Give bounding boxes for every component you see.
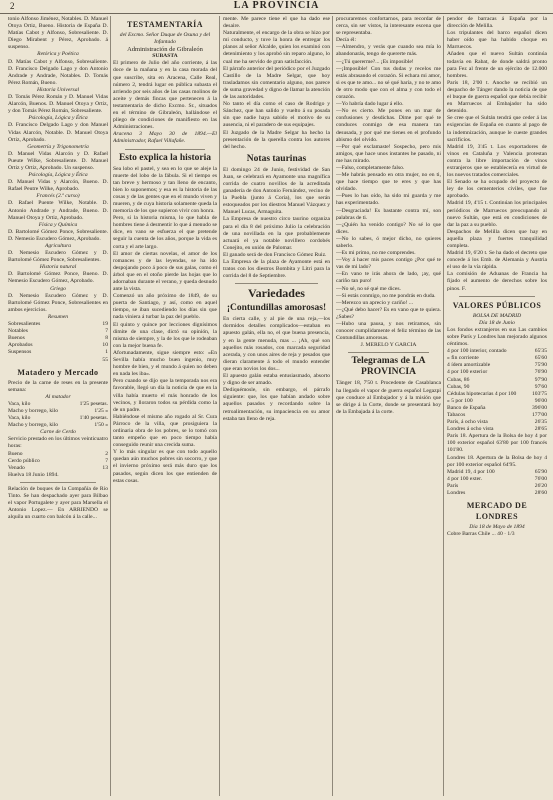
dialogue-line: —Si estás conmigo, no me pondrás en duda.: [336, 292, 436, 299]
exam-results-text: D. Bartolomé Gómez Ponce, Sobresaliente. D. Nemesio Escudero Gómez, Aprobado.: [8, 228, 108, 242]
column-rule: [110, 16, 111, 796]
exam-results-text: D. Francisco Delgado Lago y don Manuel Vidas Alarcón, Notable. D. Manuel Otoya Ortiz, Aprobado.: [8, 122, 108, 143]
dialogue-line: —No es cierto. Me pones en un mar de confusiones y desdichas. Dime por qué te conduces conmigo de esa manera tan desusada, y por qué me tienes en el profundo abismo del olvido.: [336, 108, 441, 143]
dialogue-line: —¿Qué debo hacer? Es en vano que te quiera. ¿Sabes?: [336, 306, 441, 320]
administration-line: Administración de Gibraleón: [127, 46, 203, 54]
exam-results-text: D. Rafael Puente Wilke, Notable. D. Antonio Andrade y Andrade, Bueno. D. Manuel Otoya y Ortiz, Aprobado.: [8, 200, 108, 221]
resumen-row: [8, 335, 108, 342]
cerdo-row: [8, 451, 108, 458]
article-heading: ¡Contundillas amorosas!: [226, 303, 327, 314]
column-rule: [332, 16, 333, 796]
article-text: El apuesto galán estaba entusiasmado, absorto y digno de ser amado.: [223, 373, 330, 387]
dialogue-line: —No sé, no sé qué me dices.: [336, 285, 401, 292]
resumen-row: [8, 349, 108, 356]
subject-heading: Física y Química: [38, 221, 78, 228]
article-text: El ganado será de don Francisco Gómez Ruiz.: [223, 251, 327, 258]
resumen-value: 1: [105, 349, 108, 356]
quote-value: 97'60: [534, 383, 547, 390]
quote-value: 65'35: [534, 348, 547, 355]
price-value: 1'25 »: [94, 407, 108, 414]
dialogue-line: —Merezco un aprecio y cariño! ...: [336, 299, 414, 306]
article-heading: Esto explica la historia: [118, 152, 212, 163]
cerdo-row: [8, 465, 108, 472]
signature: Aracena 3 Mayo 30 de 1894.—El Administrador, Rafael Villafañe.: [113, 131, 217, 145]
article-text: No tanto el día como el caso de Rodrigo y Sánchez, que han salido y vuelto á su posada sin que nadie haya sabido el motivo de su ausencia, ni el paradero de sus equipajes.: [223, 101, 330, 129]
quote-value: 65'60: [534, 355, 547, 362]
resumen-value: 8: [105, 335, 108, 342]
page-number: 2: [10, 1, 15, 11]
article-text: Decía él:: [336, 37, 357, 44]
subheading: BOLSA DE MADRID: [472, 312, 522, 319]
resumen-heading: Resumen: [47, 313, 69, 320]
newspaper-title: LA PROVINCIA: [233, 0, 320, 11]
column-2: [113, 16, 217, 798]
article-text: Pero cuando se dijo que la temporada nos era favorable, llegó un día la noticia de que en la villa había muerto el más honrado de los vecinos, y lloraron todos su pérdida como la de un padre.: [113, 378, 217, 413]
quote-row: [447, 469, 547, 476]
dialogue-line: —¿Quién ha venido contigo? No sé lo que dices.: [336, 221, 441, 235]
article-text: El domingo 24 de Junio, festividad de San Juan, se celebrará en Ayamonte una magnífica corrida de cuatro novillos de la acreditada ganadería de don Antonio Fernández, vecino de la Puebla (junto á Coria), los que serán estoqueados por los diestros Manuel Vázquez y Manuel Lucas, Armaguita.: [223, 166, 330, 216]
quote-label: Tabacos: [447, 411, 466, 418]
quote-row: [447, 384, 547, 391]
quote-value: 26'35: [534, 419, 547, 426]
cerdo-label: Cerdo público: [8, 457, 40, 464]
article-text: El párrafo anterior del periódico por el Juzgado Castillo de la Madre Selgar, que hoy trasladamos sin comentario alguno, nos parece de suma gravedad y digno de llamar la atención de las autoridades.: [223, 65, 330, 101]
masthead: [0, 0, 553, 14]
quote-value: 75'90: [534, 362, 547, 369]
cerdo-label: Venado: [8, 464, 25, 471]
cerdo-row: [8, 458, 108, 465]
article-text: Madrid 19, 4'15 t. Continúan los principales periódicos de Marruecos preocupando al nuevo Sultán, que está en condiciones de dar la paz a su pueblo.: [447, 200, 547, 228]
exam-results-text: D. Tomás Pérez Román y D. Manuel Vidas Alarcón, Buenos. D. Manuel Otoya y Ortiz, y don Tomás Pérez Román, Sobresaliente.: [8, 94, 108, 115]
quote-label: París, á ocho vista: [447, 419, 488, 426]
quote-row: [447, 412, 547, 419]
quote-row: [447, 419, 547, 426]
dialogue-line: —Pues lo has oído, ha sido mi guarda y me has experimentado.: [336, 193, 441, 207]
dialogue-line: —Falso, completamente falso.: [336, 164, 405, 171]
divider: [125, 149, 205, 150]
quote-label: 4 por 100 interior, contado: [447, 348, 507, 355]
notice-subtitle: del Excmo. Señor Duque de Osuna y del Infantado: [119, 32, 211, 46]
column-1: [8, 16, 108, 798]
price-value: 1'50 »: [94, 422, 108, 429]
column-3: [223, 16, 330, 798]
subject-heading: Agricultura: [44, 243, 72, 249]
article-text: procuraremos confortarnos, para recordar de cerca, sin ser vistos, la interesante escena que se representaba.: [336, 16, 441, 37]
cerdo-value: 13: [102, 464, 108, 471]
article-text: Los fondos extranjeros en sus Las cambios sobre París y Londres han mejorado algunos céntimos.: [447, 326, 547, 348]
quote-value: 177'00: [532, 411, 547, 418]
quote-row: [447, 398, 547, 405]
subject-heading: Griego: [50, 285, 66, 292]
dialogue-line: —Almendro, y verás que cuando sea mía lo abandonarás, tengo de quererte más.: [336, 44, 441, 58]
quote-label: Madrid 19, 4 por 100: [447, 468, 495, 475]
quote-row: [447, 377, 547, 384]
resumen-value: 19: [102, 321, 108, 328]
section-heading: MERCADO DE LONDRES: [466, 501, 528, 522]
quote-label: París: [447, 482, 459, 489]
column-5: [447, 16, 547, 798]
divider: [348, 352, 429, 353]
column-rule: [219, 16, 220, 796]
article-text: El Juzgado de la Madre Selgar ha hecho la presentación de la querella contra los autores del hecho.: [223, 129, 330, 150]
quote-label: Cubas, 90: [447, 383, 470, 390]
quote-label: Londres á ocho vista: [447, 426, 494, 433]
quote-value: 28'65: [534, 426, 547, 433]
price-label: Macho y borrego, kilo: [8, 422, 59, 429]
article-text: pendor de barracas á España por la dirección de Melilla.: [447, 16, 547, 30]
resumen-list: [8, 321, 108, 364]
subheading: Día 18 de Junio: [479, 319, 515, 326]
dialogue-line: —No lo sabes, ó mejor dicho, no quieres saberlo.: [336, 235, 441, 249]
quote-value: 96'00: [534, 397, 547, 404]
quote-row: [447, 362, 547, 369]
subject-heading: Geometría y Trigonometría: [27, 143, 89, 150]
quote-label: Londres: [447, 490, 466, 496]
quote-value: 103'75: [532, 390, 547, 397]
price-label: Vaca, kilo: [8, 400, 31, 407]
price-label: Macho y borrego, kilo: [8, 407, 59, 414]
article-text: Londres 18. Apertura de la Bolsa de hoy 4 por 100 exterior español 64'95.: [447, 454, 547, 468]
column-rule: [443, 16, 444, 796]
exam-results-text: tonio Alfonso Jiménez, Notables. D. Manuel Otoya Ortiz, Bueno. Historia de España D. Matías Cabot y Alfonso, Sobresaliente. D. Diego Mirabent y Pérez, Aprobado. á suspenso.: [8, 16, 108, 51]
article-text: Madrid 19, 3'45 t. Los exportadores de vinos en Cataluña y Valencia protestan contra la libre importación de vinos extranjeros que se establecería en virtud de los nuevos tratados comerciales.: [447, 143, 547, 179]
notice-title: TESTAMENTARÍA: [127, 20, 203, 29]
article-text: Los tripulantes del barco español dicen haber oído que ha habido choque en Marruecos.: [447, 30, 547, 51]
quote-value: 396'00: [532, 404, 547, 411]
quote-label: 4 por 100 exter.: [447, 475, 483, 482]
article-text: Añaden que el nuevo Sultán continúa todavía en Rabat, de donde saldrá pronto para Fez al frente de un ejército de 12.000 hombres.: [447, 51, 547, 79]
section-heading: Variedades: [248, 286, 305, 301]
divider: [459, 296, 535, 297]
resumen-label: Suspensos: [8, 349, 32, 356]
dialogue-line: —¡Imposible! Con tus dudas y recelos me estás abrasando el corazón. Si echara mi amor, si es que te amo... no sé qué haría, y no te amo de otro modo que con el alma y con todo el corazón.: [336, 65, 441, 101]
dialogue-line: —Yo habría dado lugar á ello.: [336, 101, 404, 108]
dialogue-line: —Hubo una pausa, y nos retiramos, sin conocer cumplidamente el feliz término de las Contundillas amorosas.: [336, 321, 441, 342]
quote-label: Cédulas hipotecarias 4 por 100: [447, 390, 517, 397]
quote-label: Cubas, 86: [447, 376, 470, 383]
article-text: En cierta calle, y al pie de una reja,—los dormidos detalles complicados—estaban en apuesto galán, ella no, el que buena presencia, y en la gente menuda, mas ... ¡Ah, qué son aquellos más rosados, con marcada seguridad acerada, y con unos aires de reja y pesados que dieran claramente á todo el mundo entender que eran novios los dos...: [223, 316, 330, 372]
price-row: [8, 415, 108, 422]
article-text: La comisión de Aduanas de Francia ha fijado el aumento de derechos sobre los pinos. F.: [447, 271, 547, 292]
price-row: [8, 401, 108, 408]
subject-heading: Historia Universal: [36, 86, 80, 93]
article-text: El primero de Julio del año corriente, á las doce de la mañana y en la casa morada del que suscribe, sita en Aracena, Calle Real, número 2, tendrá lugar en pública subasta el arriendo por seis años de las casas molinos de aceite y demás fincas que pertenecen á la testamentaria de dicho Excmo. Sr., situados en el término de Gibraleón, hallándose el pliego de condiciones de manifiesto en las Administraciones.: [113, 60, 217, 131]
quote-label: 4 ídem amortizable: [447, 362, 491, 369]
article-text: Servicio prestado en los últimos veinticuatro horas:: [8, 436, 108, 450]
date-line: Huelva 18 Junio 1894.: [8, 471, 59, 478]
resumen-value: 55: [102, 356, 108, 363]
article-text: Pero, si la historia misma, lo que habla de hombres tiene á desmentir lo que á menudo se dice, en vano se esfuerza el que pretende seguir la cuenta de los años, porque la vida es corta y el arte largo.: [113, 215, 217, 250]
article-text: Habiéndose el mismo año rogado al Sr. Cura Párroco de la villa, que prosiguiera la ordinaria obra de los pobres, se lo tomó con tanto empeño que en poco tiempo había conseguido reunir una crecida suma.: [113, 413, 217, 449]
article-text: Sea lobo el pastel, y sea en lo que se aleje la muerte del lobo de la fábula. Si el tiempo es tan breve y hermoso y tan lleno de encanto, bien lo suponemos; y esa es la historia de las cosas y de las gentes que en el mundo viven y mueren, y de cuya historia solamente queda la memoria de los que supieron vivir con honra.: [113, 165, 217, 215]
article-text: Cobre Barras Chile ... 40 · 1/3: [447, 531, 515, 538]
divider: [235, 283, 318, 284]
section-heading: VALORES PÚBLICOS: [452, 300, 542, 310]
resumen-value: 10: [102, 342, 108, 349]
resumen-row: [8, 328, 108, 335]
article-text: Dediquémosle, sin embargo, el párrafo siguiente: que, los que habían andado sobre aquellos pasados y recordando sobre la retroalimentación, su impaciencia en su amor estaba tan lleno de reja.: [223, 387, 330, 422]
cerdo-label: Bueno: [8, 450, 23, 457]
article-text: La Empresa de nuestro circo taurino organiza para el día 8 del próximo Julio la celebración de una novillada en la que probablemente actuará el ya notable novillero cordobés Conejito, en unión de Palomar.: [223, 216, 330, 251]
subasta-heading: SUBASTA: [152, 53, 178, 60]
subheading: Carne de Cerdo: [40, 429, 76, 436]
subject-heading: Psicología, Lógica y Ética: [28, 172, 88, 179]
article-text: Comenzó un año próximo de 1849, de su puerta de Santiago, y así, como en aquel tiempo, se iban sucediendo los días sin que nada viniera á turbar la paz del pueblo.: [113, 293, 217, 321]
article-text: Se cree que el Sultán tendrá que ceder á las exigencias de España en cuanto al pago de la indemnización, aunque le cueste grandes sacrificios.: [447, 115, 547, 143]
quote-row: [447, 476, 547, 483]
dialogue-line: —Me habrás pensado en otra mujer, no en ti, que hace tiempo que te eres y que has olvidado.: [336, 172, 441, 193]
quote-value: 76'90: [534, 369, 547, 376]
resumen-row: [8, 342, 108, 349]
quote-row: [447, 426, 547, 433]
quote-label: » fin corriente: [447, 355, 479, 362]
quotes-list: [447, 348, 547, 433]
quote-value: 28'60: [534, 490, 547, 496]
article-text: mente. Me parece tiene el que ha dado ese desaire.: [223, 16, 330, 30]
resumen-value: 7: [105, 328, 108, 335]
article-text: Precio de la carne de reses en la presente semana:: [8, 379, 108, 393]
section-heading: Matadero y Mercado: [17, 367, 99, 377]
quote-row: [447, 355, 547, 362]
resumen-row: [8, 321, 108, 328]
quote-value: 97'90: [534, 376, 547, 383]
quote-row: [447, 405, 547, 412]
dialogue-line: —Desgraciada! Es bastante contra mí, son palabras de ti.: [336, 207, 441, 221]
quote-value: 26'20: [534, 482, 547, 489]
dialogue-line: —En vano te irás ahora de lado, ¡ay, qué cariño tan puro!: [336, 271, 441, 285]
quote-row: [447, 391, 547, 398]
resumen-label: Sobresalientes: [8, 321, 41, 328]
price-value: 1'40 pesetas.: [79, 415, 108, 422]
quote-row: [447, 483, 547, 490]
cerdo-value: 2: [105, 450, 108, 457]
article-text: Afortunadamente, sigue siempre esto: «En Sevilla había mucho buen ingenio, muy hombre de bien, y el mundo á quien no deben en nada les iba».: [113, 349, 217, 378]
article-text: Despachos de Melilla dicen que hay en aquella plaza y fuertes tranquilidad completa.: [447, 228, 547, 249]
column-4: [336, 16, 441, 798]
resumen-label: Aprobados: [8, 342, 33, 349]
article-text: París 18. Apertura de la Bolsa de hoy 4 por 100 exterior español 63'80 por 100 francés 101'80.: [447, 433, 547, 454]
article-text: Madrid 19, 6'20 t. Se ha dado el decreto que concede á los Emb. de Alemania y Austria el uso de la vía rápida.: [447, 250, 547, 271]
article-text: El amor de ciertas novelas, el amor de los romances y de las leyendas, se ha ido despojando poco á poco de sus galas, como el árbol que en el otoño pierde las hojas que lo adornaban durante el verano, y queda desnudo ante la vista.: [113, 250, 217, 293]
subheading: Día 18 de Mayo de 1894: [469, 524, 525, 531]
article-text: El Senado se ha ocupado del proyecto de ley de los cementerios civiles, que fue aprobado.: [447, 179, 547, 200]
quote-label: 4 por 100 exterior: [447, 369, 488, 376]
quote-value: 76'00: [534, 475, 547, 482]
quote-row: [447, 490, 547, 497]
cerdo-value: 7: [105, 457, 108, 464]
exam-results-text: D. Nemesio Escudero Gómez y D. Bartolomé Gómez Ponce, Sobresalientes en ambos ejercicios.: [8, 292, 108, 313]
article-text: El quinto y quince por lecciones dignísimos dimite de una clase, dictó su opinión, la misma de siempre, y la de los que le rodeaban con la mejor buena fe.: [113, 321, 217, 349]
dialogue-line: —¿Tú quererme?... ¡Es imposible!: [336, 58, 414, 65]
exam-results-text: D. Matías Cabot y Alfonso, Sobresaliente. D. Francisco Delgado Lago y don Antonio Andrade y Andrade, Notables. D. Tomás Pérez Román, Bueno.: [8, 58, 108, 86]
section-heading: Notas taurinas: [246, 153, 307, 164]
signature: J. MERELO Y GARCIA: [360, 342, 417, 349]
dialogue-line: —Voy á hacer mis paces contigo ¿Por qué te vas de mi lado?: [336, 257, 441, 271]
exam-results-text: D. Manuel Vidas Alarcón y D. Rafael Pueute Wilke, Sobresaliente. D. Manuel Ortiz y Ortiz, Aprobado. Un suspenso.: [8, 150, 108, 171]
dialogue-line: —Es mi primo, no me comprendes.: [336, 250, 416, 257]
price-row: [8, 408, 108, 415]
section-heading: Telegramas de LA PROVINCIA: [351, 356, 426, 378]
resumen-label: Buenos: [8, 335, 25, 342]
exam-results-text: D. Nemesio Escudero Gómez y D. Bartolomé Gómez Ponce, Sobresalientes.: [8, 250, 108, 264]
subject-heading: Psicología, Lógica y Ética: [28, 115, 88, 122]
article-text: La Empresa de la plaza de Ayamonte está en tratos con los diestros Bombita y Litri para la corrida del 8 de Septiembre.: [223, 259, 330, 280]
price-row: [8, 422, 108, 429]
divider: [20, 482, 96, 483]
quote-row: [447, 369, 547, 376]
quote-label: » 5 por 100: [447, 397, 473, 404]
price-value: 1'25 pesetas.: [79, 400, 108, 407]
article-text: Relación de buques de la Compañía de Río Tinto. Se han despachado ayer para Bilbao el vapor Portugalete y ayer para Marsella el Antonio Lopez.— En ARRIENDO se alquila un cuarto con balcón á la calle...: [8, 485, 108, 521]
article-text: Naturalmente, el encargo de la obra se hizo por mi conducto, y tuve la honra de entregar los planos al señor Alcalde, quien los examinó con detenimiento y los aprobó sin reparo alguno, lo cual me ha servido de gran satisfacción.: [223, 30, 330, 65]
article-text: Tánger 18, 7'50 t. Procedente de Casablanca ha llegado el vapor de guerra español Legazpi que conduce al Embajador y á la misión que se dirige á la Corte, donde se presentará hoy de la Embajada á la corte.: [336, 380, 441, 415]
subject-heading: Historia natural: [39, 264, 77, 271]
subheading: Al matador: [45, 393, 71, 400]
exam-results-text: D. Manuel Vidas y Alarcón, Bueno. D. Rafael Peutre Wilke, Aprobado.: [8, 179, 108, 193]
exam-results-text: D. Bartolomé Gómez Ponce, Bueno. D. Nemesio Escudero Gómez, Aprobado.: [8, 271, 108, 285]
quote-label: Banco de España: [447, 404, 486, 411]
article-text: París 18, 2'00 t. Anoche se recibió un despacho de Tánger dando la noticia de que el buque de guerra español que debía recibir en Marruecos al Embajador ha sido detenido.: [447, 79, 547, 115]
resumen-row: [8, 357, 108, 364]
dialogue-line: —Por qué exclamaste! Sospecho, pero mis amigos, que hace unos instantes he pasado, ni me has mirado.: [336, 143, 441, 164]
quote-value: 65'90: [534, 468, 547, 475]
resumen-label: Notables: [8, 328, 28, 335]
price-label: Vaca, kilo: [8, 415, 31, 422]
subject-heading: Francés (2.º curso): [36, 193, 80, 200]
article-text: Y lo más singular es que con todo aquello quedan aún muchos pobres sin socorro, y que el invierno próximo será más duro que los pasados, según dicen los que entienden de estas cosas.: [113, 449, 217, 484]
subject-heading: Retórica y Poética: [37, 51, 79, 58]
